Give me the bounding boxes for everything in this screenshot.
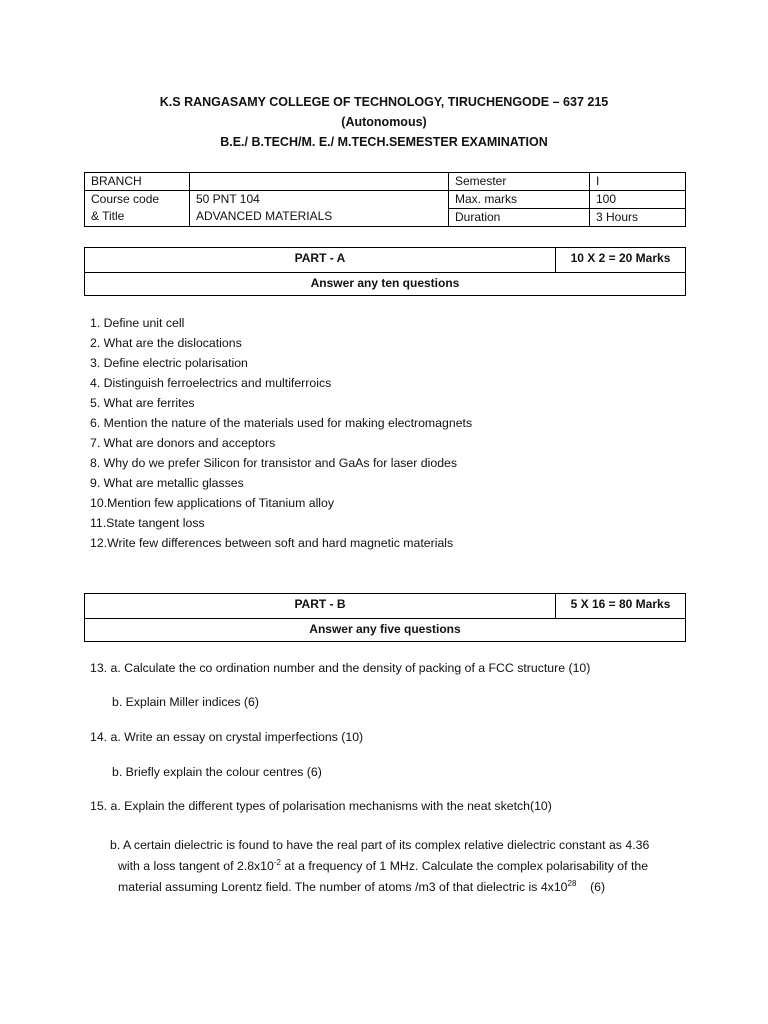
course-info-table	[84, 172, 686, 227]
list-item: 4. Distinguish ferroelectrics and multiferroics	[90, 376, 332, 390]
list-item: 5. What are ferrites	[90, 396, 195, 410]
question-15b-line3	[110, 875, 649, 896]
question-13a: 13. a. Calculate the co ordination number and the density of packing of a FCC structure (10)	[90, 661, 591, 675]
q15b-line2-pre: with a loss tangent of 2.8x10	[118, 859, 274, 874]
question-15b	[110, 836, 649, 896]
list-item: 10.Mention few applications of Titanium alloy	[90, 496, 335, 510]
part-a-marks: 10 X 2 = 20 Marks	[570, 251, 671, 265]
part-b-instruction: Answer any five questions	[309, 622, 461, 636]
part-b-box	[84, 593, 686, 642]
semester-label: Semester	[449, 173, 590, 191]
part-a-questions	[90, 313, 472, 553]
course-label	[85, 191, 190, 227]
course-title: ADVANCED MATERIALS	[196, 209, 333, 223]
autonomous-label: (Autonomous)	[341, 115, 427, 129]
branch-label: BRANCH	[85, 173, 190, 191]
part-b-marks: 5 X 16 = 80 Marks	[570, 597, 671, 611]
list-item: 6. Mention the nature of the materials used for making electromagnets	[90, 416, 473, 430]
list-item: 3. Define electric polarisation	[90, 356, 248, 370]
list-item: 8. Why do we prefer Silicon for transistor and GaAs for laser diodes	[90, 456, 458, 470]
college-name: K.S RANGASAMY COLLEGE OF TECHNOLOGY, TIRUCHENGODE – 637 215	[159, 95, 609, 109]
course-code-title	[190, 191, 449, 227]
semester-value: I	[590, 173, 686, 191]
course-label-line1: Course code	[91, 192, 160, 206]
branch-value	[190, 173, 449, 191]
part-a-title: PART - A	[85, 248, 556, 272]
list-item: 7. What are donors and acceptors	[90, 436, 276, 450]
q15b-exponent-2: 28	[567, 879, 577, 889]
part-b-title: PART - B	[85, 594, 556, 618]
course-label-line2: & Title	[91, 209, 125, 223]
duration-value: 3 Hours	[590, 209, 686, 227]
list-item: 2. What are the dislocations	[90, 336, 242, 350]
question-14b: b. Briefly explain the colour centres (6)	[112, 765, 322, 779]
duration-label: Duration	[449, 209, 590, 227]
question-15b-line1: b. A certain dielectric is found to have the real part of its complex relative dielectric constant as 4.36	[110, 838, 650, 852]
list-item: 1. Define unit cell	[90, 316, 185, 330]
maxmarks-label: Max. marks	[449, 191, 590, 209]
exam-title: B.E./ B.TECH/M. E./ M.TECH.SEMESTER EXAMINATION	[220, 135, 548, 149]
table-row	[85, 191, 686, 209]
q15b-line2-post: at a frequency of 1 MHz. Calculate the complex polarisability of the	[281, 859, 649, 874]
q15b-exponent-1: -2	[273, 858, 281, 867]
question-15a: 15. a. Explain the different types of polarisation mechanisms with the neat sketch(10)	[90, 799, 552, 813]
q15b-line3-post: (6)	[576, 880, 606, 895]
maxmarks-value: 100	[590, 191, 686, 209]
q15b-line3-pre: material assuming Lorentz field. The number of atoms /m3 of that dielectric is 4x10	[118, 880, 568, 895]
list-item: 12.Write few differences between soft and hard magnetic materials	[90, 536, 454, 550]
table-row	[85, 173, 686, 191]
part-a-instruction: Answer any ten questions	[310, 276, 460, 290]
part-a-box	[84, 247, 686, 296]
question-15b-line2	[110, 854, 649, 875]
question-13b: b. Explain Miller indices (6)	[112, 695, 259, 709]
course-code: 50 PNT 104	[196, 192, 260, 206]
question-14a: 14. a. Write an essay on crystal imperfections (10)	[90, 730, 364, 744]
list-item: 11.State tangent loss	[90, 516, 205, 530]
list-item: 9. What are metallic glasses	[90, 476, 244, 490]
